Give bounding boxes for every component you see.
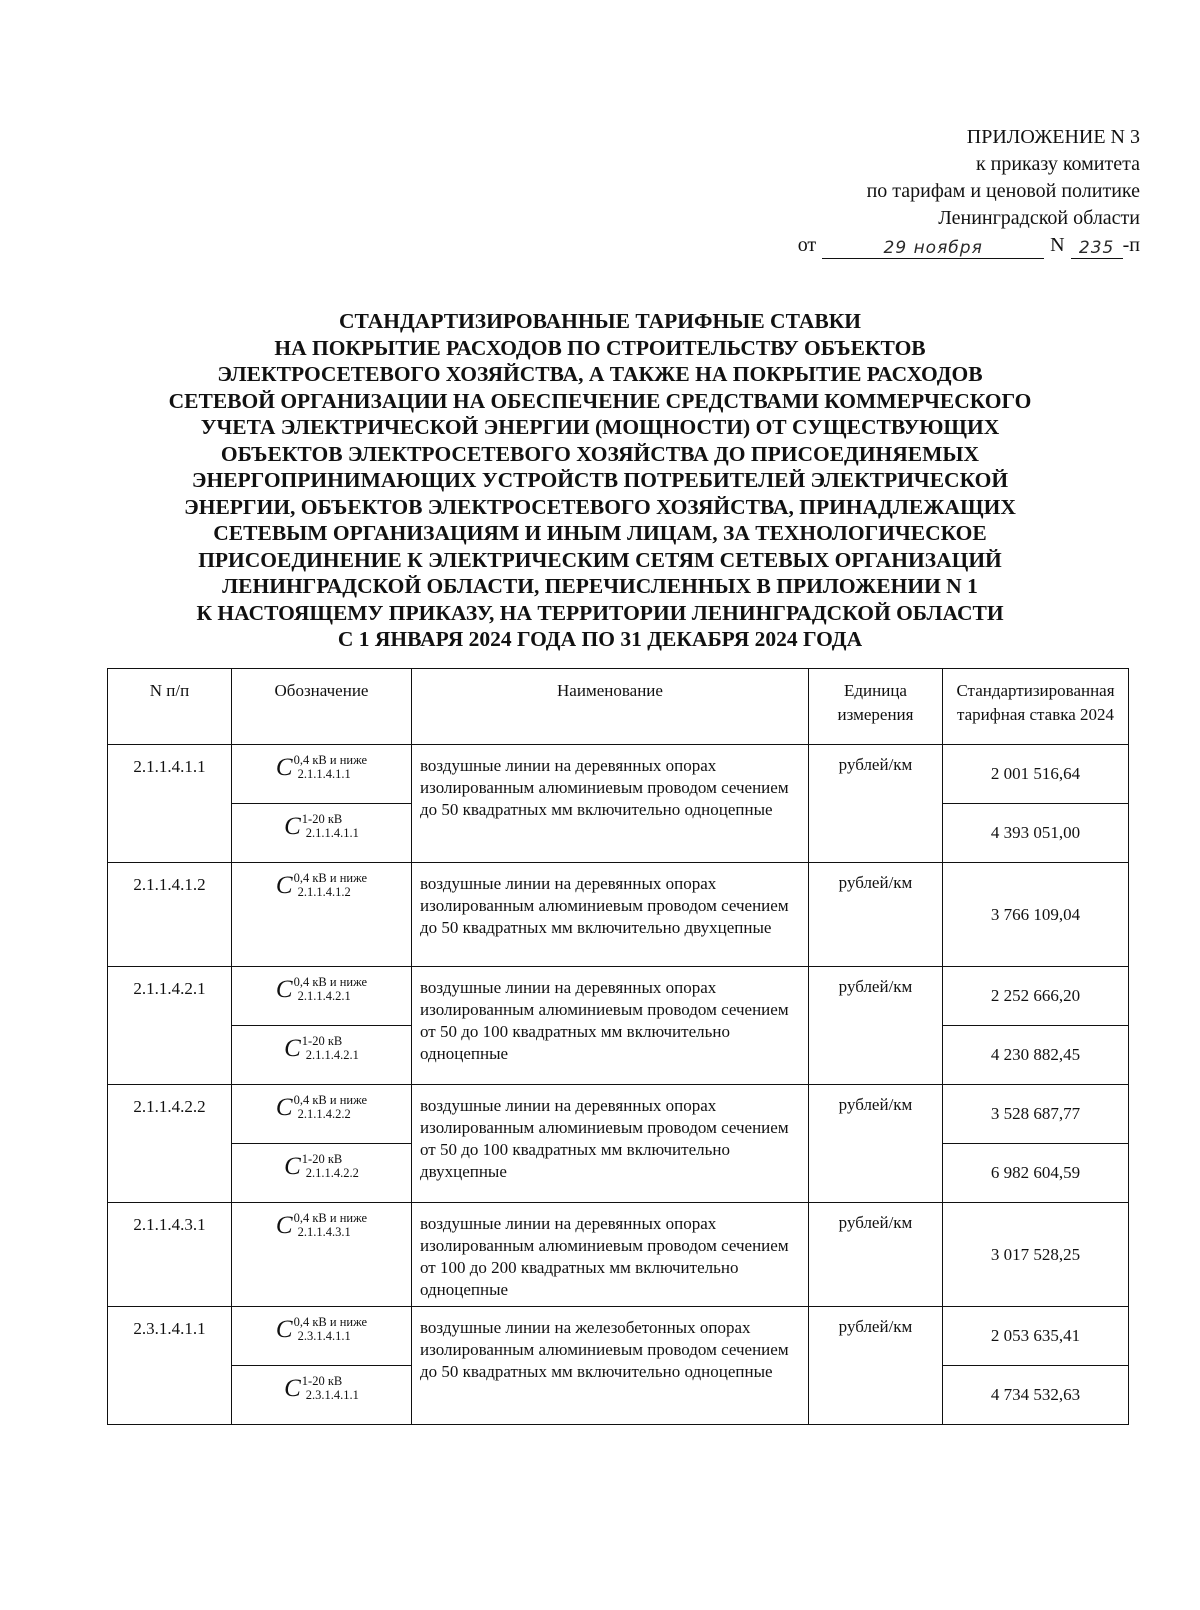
row-number: 2.1.1.4.2.1: [108, 967, 232, 1085]
symbol-index: 2.1.1.4.1.2: [297, 885, 351, 899]
symbol-index: 2.1.1.4.1.1: [297, 767, 351, 781]
rate-symbol: [232, 1085, 412, 1144]
symbol-letter: C: [275, 1211, 293, 1239]
row-unit: рублей/км: [809, 1085, 943, 1203]
header-rate: Стандартизированная тарифная ставка 2024: [943, 669, 1129, 745]
row-description: воздушные линии на деревянных опорах изолированным алюминиевым проводом сечением до 50 квадратных мм включительно одноцепные: [412, 745, 809, 863]
row-number: 2.1.1.4.1.1: [108, 745, 232, 863]
row-unit: рублей/км: [809, 1307, 943, 1425]
rate-symbol: [232, 745, 412, 804]
symbol-index: 2.3.1.4.1.1: [297, 1329, 351, 1343]
symbol-letter: C: [275, 871, 293, 899]
row-number: 2.1.1.4.2.2: [108, 1085, 232, 1203]
title-line: СЕТЕВЫМ ОРГАНИЗАЦИЯМ И ИНЫМ ЛИЦАМ, ЗА ТЕХНОЛОГИЧЕСКОЕ: [213, 521, 987, 545]
appendix-region: Ленинградской области: [938, 207, 1140, 229]
symbol-index: 2.1.1.4.2.1: [305, 1048, 359, 1062]
title-line: С 1 ЯНВАРЯ 2024 ГОДА ПО 31 ДЕКАБРЯ 2024 ГОДА: [337, 627, 863, 651]
title-line: УЧЕТА ЭЛЕКТРИЧЕСКОЙ ЭНЕРГИИ (МОЩНОСТИ) ОТ СУЩЕСТВУЮЩИХ: [200, 415, 1000, 439]
tariff-table: [107, 668, 1129, 1425]
row-number: 2.1.1.4.3.1: [108, 1203, 232, 1307]
number-suffix: -п: [1122, 234, 1140, 256]
symbol-voltage: 0,4 кВ и ниже: [293, 871, 368, 885]
header-code: Обозначение: [232, 669, 412, 745]
appendix-committee: по тарифам и ценовой политике: [866, 180, 1140, 202]
table-row: [108, 1085, 1129, 1144]
handwritten-date: 29 ноября: [822, 238, 1044, 259]
title-line: ЛЕНИНГРАДСКОЙ ОБЛАСТИ, ПЕРЕЧИСЛЕННЫХ В ПРИЛОЖЕНИИ N 1: [222, 574, 978, 598]
rate-value: 3 766 109,04: [943, 863, 1129, 967]
symbol-index: 2.3.1.4.1.1: [305, 1388, 359, 1402]
symbol-letter: C: [284, 1152, 301, 1180]
row-unit: рублей/км: [809, 863, 943, 967]
symbol-voltage: 1-20 кВ: [301, 1374, 343, 1388]
symbol-voltage: 0,4 кВ и ниже: [293, 1211, 368, 1225]
symbol-letter: C: [275, 975, 293, 1003]
symbol-voltage: 1-20 кВ: [301, 1034, 343, 1048]
symbol-letter: C: [275, 1315, 293, 1343]
symbol-voltage: 0,4 кВ и ниже: [293, 1093, 368, 1107]
rate-value: 2 053 635,41: [943, 1307, 1129, 1366]
row-number: 2.3.1.4.1.1: [108, 1307, 232, 1425]
rate-symbol: [232, 1026, 412, 1085]
symbol-index: 2.1.1.4.3.1: [297, 1225, 351, 1239]
title-line: СТАНДАРТИЗИРОВАННЫЕ ТАРИФНЫЕ СТАВКИ: [338, 309, 862, 333]
table-row: [108, 1307, 1129, 1366]
symbol-voltage: 0,4 кВ и ниже: [293, 975, 368, 989]
rate-value: 2 252 666,20: [943, 967, 1129, 1026]
row-unit: рублей/км: [809, 745, 943, 863]
row-description: воздушные линии на деревянных опорах изолированным алюминиевым проводом сечением до 50 квадратных мм включительно двухцепные: [412, 863, 809, 967]
table-header-row: [108, 669, 1129, 745]
number-label: N: [1050, 234, 1065, 256]
row-description: воздушные линии на деревянных опорах изолированным алюминиевым проводом сечением от 100 до 200 квадратных мм включительно одноцепные: [412, 1203, 809, 1307]
title-line: ОБЪЕКТОВ ЭЛЕКТРОСЕТЕВОГО ХОЗЯЙСТВА ДО ПРИСОЕДИНЯЕМЫХ: [220, 441, 980, 466]
title-line: ЭНЕРГИИ, ОБЪЕКТОВ ЭЛЕКТРОСЕТЕВОГО ХОЗЯЙСТВА, ПРИНАДЛЕЖАЩИХ: [184, 494, 1016, 519]
appendix-order-ref: к приказу комитета: [975, 153, 1140, 175]
row-description: воздушные линии на железобетонных опорах изолированным алюминиевым проводом сечением до 50 квадратных мм включительно одноцепные: [412, 1307, 809, 1425]
row-description: воздушные линии на деревянных опорах изолированным алюминиевым проводом сечением от 50 до 100 квадратных мм включительно одноцепные: [412, 967, 809, 1085]
symbol-letter: C: [284, 812, 301, 840]
title-line: ЭНЕРГОПРИНИМАЮЩИХ УСТРОЙСТВ ПОТРЕБИТЕЛЕЙ ЭЛЕКТРИЧЕСКОЙ: [191, 468, 1009, 492]
symbol-letter: C: [275, 1093, 293, 1121]
symbol-voltage: 0,4 кВ и ниже: [293, 1315, 368, 1329]
rate-value: 3 528 687,77: [943, 1085, 1129, 1144]
rate-symbol: [232, 804, 412, 863]
symbol-index: 2.1.1.4.2.2: [297, 1107, 351, 1121]
row-description: воздушные линии на деревянных опорах изолированным алюминиевым проводом сечением от 50 до 100 квадратных мм включительно двухцепные: [412, 1085, 809, 1203]
title-line: ПРИСОЕДИНЕНИЕ К ЭЛЕКТРИЧЕСКИМ СЕТЯМ СЕТЕВЫХ ОРГАНИЗАЦИЙ: [198, 547, 1002, 572]
rate-symbol: [232, 1144, 412, 1203]
title-line: К НАСТОЯЩЕМУ ПРИКАЗУ, НА ТЕРРИТОРИИ ЛЕНИНГРАДСКОЙ ОБЛАСТИ: [196, 600, 1004, 625]
rate-value: 2 001 516,64: [943, 745, 1129, 804]
symbol-letter: C: [275, 753, 293, 781]
symbol-letter: C: [284, 1034, 301, 1062]
rate-value: 3 017 528,25: [943, 1203, 1129, 1307]
symbol-index: 2.1.1.4.1.1: [305, 826, 359, 840]
rate-symbol: [232, 1203, 412, 1307]
rate-symbol: [232, 1366, 412, 1425]
symbol-index: 2.1.1.4.2.1: [297, 989, 351, 1003]
rate-value: 6 982 604,59: [943, 1144, 1129, 1203]
symbol-index: 2.1.1.4.2.2: [305, 1166, 359, 1180]
table-row: [108, 745, 1129, 804]
appendix-title: ПРИЛОЖЕНИЕ N 3: [966, 126, 1140, 148]
title-line: НА ПОКРЫТИЕ РАСХОДОВ ПО СТРОИТЕЛЬСТВУ ОБЪЕКТОВ: [274, 335, 926, 360]
rate-symbol: [232, 1307, 412, 1366]
symbol-voltage: 0,4 кВ и ниже: [293, 753, 368, 767]
rate-value: 4 393 051,00: [943, 804, 1129, 863]
rate-value: 4 734 532,63: [943, 1366, 1129, 1425]
header-unit: Единица измерения: [809, 669, 943, 745]
from-label: от: [797, 234, 817, 256]
document-title: [0, 308, 1200, 653]
appendix-date-line: [798, 232, 1140, 259]
row-unit: рублей/км: [809, 967, 943, 1085]
row-unit: рублей/км: [809, 1203, 943, 1307]
rate-value: 4 230 882,45: [943, 1026, 1129, 1085]
table-row: [108, 967, 1129, 1026]
symbol-voltage: 1-20 кВ: [301, 812, 343, 826]
table-row: [108, 863, 1129, 967]
symbol-voltage: 1-20 кВ: [301, 1152, 343, 1166]
title-line: СЕТЕВОЙ ОРГАНИЗАЦИИ НА ОБЕСПЕЧЕНИЕ СРЕДСТВАМИ КОММЕРЧЕСКОГО: [168, 388, 1032, 413]
title-line: ЭЛЕКТРОСЕТЕВОГО ХОЗЯЙСТВА, А ТАКЖЕ НА ПОКРЫТИЕ РАСХОДОВ: [217, 362, 983, 386]
table-row: [108, 1203, 1129, 1307]
rate-symbol: [232, 967, 412, 1026]
header-num: N п/п: [108, 669, 232, 745]
header-name: Наименование: [412, 669, 809, 745]
handwritten-number: 235: [1071, 238, 1123, 259]
appendix-header: [798, 124, 1140, 259]
symbol-letter: C: [284, 1374, 301, 1402]
rate-symbol: [232, 863, 412, 967]
row-number: 2.1.1.4.1.2: [108, 863, 232, 967]
